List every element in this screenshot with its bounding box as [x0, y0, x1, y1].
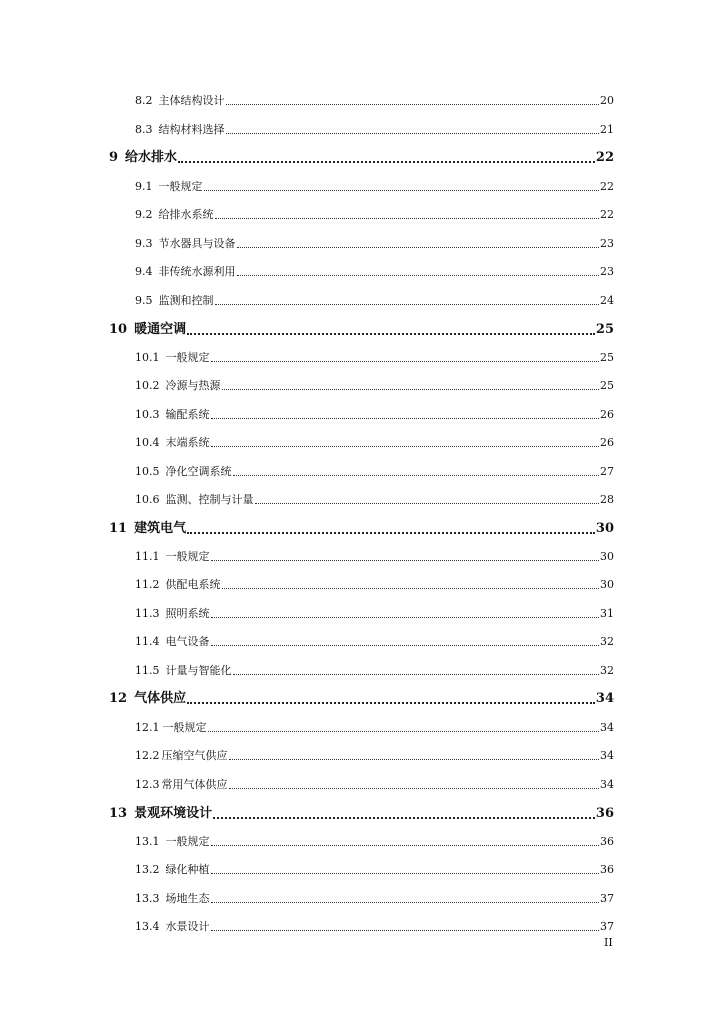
dot-leader: [211, 873, 600, 874]
toc-entry-number: 10.6: [135, 493, 160, 506]
dot-leader: [187, 532, 595, 534]
toc-entry-page: 32: [600, 664, 614, 677]
toc-entry-number: 9: [109, 150, 119, 165]
toc-entry[interactable]: [135, 607, 614, 621]
dot-leader: [187, 702, 595, 704]
toc-entry-number: 13: [109, 806, 128, 821]
toc-entry-number: 9.3: [135, 237, 153, 250]
dot-leader: [211, 902, 600, 903]
page-number-footer: II: [604, 936, 613, 949]
toc-chapter-entry[interactable]: [109, 322, 614, 338]
dot-leader: [226, 104, 600, 105]
toc-entry-number: 9.4: [135, 265, 153, 278]
dot-leader: [226, 133, 600, 134]
toc-entry-page: 31: [600, 607, 614, 620]
toc-entry-title: 给排水系统: [158, 208, 214, 221]
dot-leader: [208, 731, 600, 732]
toc-entry-number: 11.1: [135, 550, 160, 563]
toc-entry-number: 13.3: [135, 892, 160, 905]
toc-entry-title: 给水排水: [125, 150, 178, 165]
dot-leader: [211, 930, 600, 931]
toc-entry-number: 10.2: [135, 379, 160, 392]
toc-entry[interactable]: [135, 294, 614, 308]
toc-entry-page: 34: [600, 778, 614, 791]
toc-entry-page: 22: [600, 208, 614, 221]
dot-leader: [229, 759, 600, 760]
toc-entry[interactable]: [135, 465, 614, 479]
toc-entry-title: 照明系统: [165, 607, 210, 620]
toc-entry-title: 结构材料选择: [158, 123, 225, 136]
toc-entry-title: 末端系统: [165, 436, 210, 449]
toc-entry-title: 监测、控制与计量: [165, 493, 254, 506]
toc-entry-number: 11.3: [135, 607, 160, 620]
dot-leader: [211, 418, 600, 419]
toc-entry-title: 主体结构设计: [158, 94, 225, 107]
toc-entry-page: 25: [595, 322, 614, 337]
toc-entry-number: 10.1: [135, 351, 160, 364]
toc-entry-title: 净化空调系统: [165, 465, 232, 478]
toc-entry-title: 绿化种植: [165, 863, 210, 876]
dot-leader: [237, 247, 600, 248]
toc-entry-page: 36: [600, 863, 614, 876]
toc-entry-number: 12.3: [135, 778, 160, 791]
toc-entry-page: 34: [595, 691, 614, 706]
dot-leader: [213, 817, 595, 819]
toc-entry-title: 建筑电气: [134, 521, 187, 536]
toc-entry-title: 电气设备: [165, 635, 210, 648]
toc-entry-title: 一般规定: [165, 351, 210, 364]
toc-entry-title: 景观环境设计: [134, 806, 213, 821]
dot-leader: [233, 674, 600, 675]
toc-entry[interactable]: [135, 550, 614, 564]
toc-entry-page: 37: [600, 920, 614, 933]
toc-entry-number: 11: [109, 521, 128, 536]
dot-leader: [237, 275, 600, 276]
toc-entry-number: 11.5: [135, 664, 160, 677]
toc-entry[interactable]: [135, 436, 614, 450]
toc-entry-title: 一般规定: [158, 180, 203, 193]
toc-entry-page: 26: [600, 408, 614, 421]
dot-leader: [233, 475, 600, 476]
toc-entry-page: 30: [600, 550, 614, 563]
toc-entry-page: 23: [600, 237, 614, 250]
toc-entry-number: 11.4: [135, 635, 160, 648]
toc-entry-title: 一般规定: [162, 721, 207, 734]
toc-entry[interactable]: [135, 493, 614, 507]
toc-entry-page: 22: [595, 150, 614, 165]
toc-entry-page: 23: [600, 265, 614, 278]
toc-entry[interactable]: [135, 180, 614, 194]
toc-entry-page: 25: [600, 351, 614, 364]
toc-entry-title: 非传统水源利用: [158, 265, 236, 278]
dot-leader: [211, 845, 600, 846]
dot-leader: [211, 645, 600, 646]
toc-entry[interactable]: [135, 265, 614, 279]
toc-entry-number: 12.1: [135, 721, 160, 734]
toc-chapter-entry[interactable]: [109, 806, 614, 822]
toc-entry-number: 13.4: [135, 920, 160, 933]
toc-entry-number: 8.2: [135, 94, 153, 107]
dot-leader: [222, 588, 600, 589]
toc-entry[interactable]: [135, 920, 614, 934]
toc-entry-page: 20: [600, 94, 614, 107]
toc-entry-number: 12: [109, 691, 128, 706]
dot-leader: [229, 788, 600, 789]
toc-entry-title: 计量与智能化: [165, 664, 232, 677]
toc-entry-page: 26: [600, 436, 614, 449]
toc-entry-page: 27: [600, 465, 614, 478]
toc-entry-number: 8.3: [135, 123, 153, 136]
toc-chapter-entry[interactable]: [109, 521, 614, 537]
dot-leader: [211, 560, 600, 561]
toc-entry[interactable]: [135, 721, 614, 735]
toc-entry-page: 22: [600, 180, 614, 193]
toc-entry-number: 12.2: [135, 749, 160, 762]
toc-entry[interactable]: [135, 123, 614, 137]
toc-entry[interactable]: [135, 892, 614, 906]
toc-entry-page: 36: [595, 806, 614, 821]
toc-entry-title: 压缩空气供应: [161, 749, 228, 762]
dot-leader: [211, 361, 600, 362]
toc-entry-number: 13.2: [135, 863, 160, 876]
toc-entry-page: 25: [600, 379, 614, 392]
toc-entry[interactable]: [135, 835, 614, 849]
toc-entry-title: 一般规定: [165, 550, 210, 563]
toc-entry-title: 输配系统: [165, 408, 210, 421]
toc-entry-page: 30: [595, 521, 614, 536]
dot-leader: [211, 617, 600, 618]
toc-entry-page: 32: [600, 635, 614, 648]
toc-entry-title: 常用气体供应: [161, 778, 228, 791]
dot-leader: [178, 161, 595, 163]
toc-entry-page: 30: [600, 578, 614, 591]
toc-entry-number: 10.3: [135, 408, 160, 421]
toc-entry[interactable]: [135, 237, 614, 251]
toc-entry-page: 36: [600, 835, 614, 848]
toc-entry-number: 11.2: [135, 578, 160, 591]
toc-entry-number: 9.2: [135, 208, 153, 221]
toc-entry-title: 水景设计: [165, 920, 210, 933]
dot-leader: [211, 446, 600, 447]
dot-leader: [204, 190, 600, 191]
toc-entry[interactable]: [135, 749, 614, 763]
toc-entry-title: 场地生态: [165, 892, 210, 905]
toc-chapter-entry[interactable]: [109, 691, 614, 707]
toc-entry[interactable]: [135, 863, 614, 877]
dot-leader: [255, 503, 600, 504]
toc-entry-number: 10.4: [135, 436, 160, 449]
toc-chapter-entry[interactable]: [109, 150, 614, 166]
toc-entry-title: 监测和控制: [158, 294, 214, 307]
toc-entry[interactable]: [135, 408, 614, 422]
toc-entry[interactable]: [135, 635, 614, 649]
toc-entry-page: 28: [600, 493, 614, 506]
toc-entry-number: 9.5: [135, 294, 153, 307]
toc-entry[interactable]: [135, 94, 614, 108]
dot-leader: [222, 389, 600, 390]
toc-entry-title: 冷源与热源: [165, 379, 221, 392]
toc-entry[interactable]: [135, 208, 614, 222]
toc-entry-page: 37: [600, 892, 614, 905]
toc-entry-title: 供配电系统: [165, 578, 221, 591]
toc-entry[interactable]: [135, 351, 614, 365]
toc-entry[interactable]: [135, 578, 614, 592]
toc-entry-page: 24: [600, 294, 614, 307]
toc-entry-number: 10: [109, 322, 128, 337]
toc-entry-number: 13.1: [135, 835, 160, 848]
toc-entry-title: 气体供应: [134, 691, 187, 706]
dot-leader: [215, 304, 600, 305]
toc-entry[interactable]: [135, 379, 614, 393]
toc-entry-number: 9.1: [135, 180, 153, 193]
toc-entry-page: 34: [600, 749, 614, 762]
dot-leader: [187, 333, 595, 335]
toc-entry-title: 一般规定: [165, 835, 210, 848]
toc-entry-title: 暖通空调: [134, 322, 187, 337]
toc-entry-page: 21: [600, 123, 614, 136]
dot-leader: [215, 218, 600, 219]
toc-entry-page: 34: [600, 721, 614, 734]
toc-entry[interactable]: [135, 778, 614, 792]
toc-entry-title: 节水器具与设备: [158, 237, 236, 250]
toc-entry[interactable]: [135, 664, 614, 678]
toc-entry-number: 10.5: [135, 465, 160, 478]
